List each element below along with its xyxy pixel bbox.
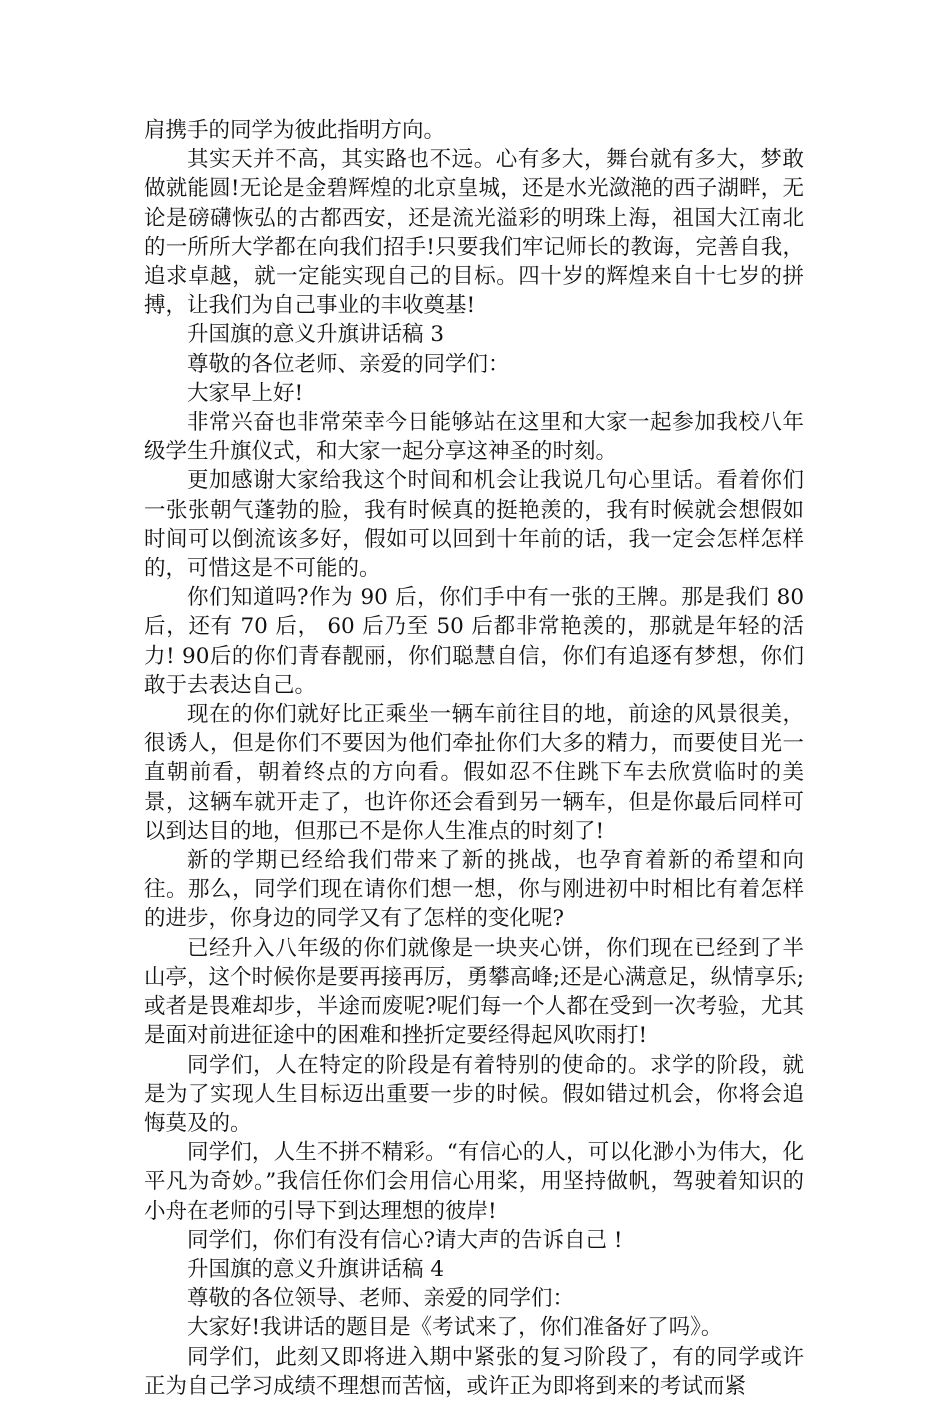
paragraph: 已经升入八年级的你们就像是一块夹心饼，你们现在已经到了半山亭，这个时候你是要再接再厉，勇攀高峰;还是心满意足，纵情享乐;或者是畏难却步，半途而废呢?呢们每一个人都在受到一次考验，尤其是面对前进征途中的困难和挫折定要经得起风吹雨打! [144, 935, 804, 1049]
greeting: 大家早上好! [187, 380, 304, 406]
paragraph: 同学们，此刻又即将进入期中紧张的复习阶段了，有的同学或许正为自己学习成绩不理想而苦恼，或许正为即将到来的考试而紧 [144, 1344, 804, 1399]
paragraph: 新的学期已经给我们带来了新的挑战，也孕育着新的希望和向往。那么，同学们现在请你们想一想，你与刚进初中时相比有着怎样的进步，你身边的同学又有了怎样的变化呢? [144, 848, 804, 932]
paragraph: 其实天并不高，其实路也不远。心有多大，舞台就有多大，梦敢做就能圆!无论是金碧辉煌的北京皇城，还是水光潋滟的西子湖畔，无论是磅礴恢弘的古都西安，还是流光溢彩的明珠上海，祖国大江南北的一所所大学都在向我们招手!只要我们牢记师长的教诲，完善自我，追求卓越，就一定能实现自己的目标。四十岁的辉煌来自十七岁的拼搏，让我们为自己事业的丰收奠基! [144, 147, 804, 319]
paragraph: 同学们，人在特定的阶段是有着特别的使命的。求学的阶段，就是为了实现人生目标迈出重要一步的时候。假如错过机会，你将会追悔莫及的。 [144, 1052, 804, 1136]
salutation: 尊敬的各位老师、亲爱的同学们： [187, 351, 510, 377]
document-body [144, 116, 804, 1401]
section-heading: 升国旗的意义升旗讲话稿 4 [187, 1256, 445, 1282]
paragraph: 同学们，人生不拼不精彩。“有信心的人，可以化渺小为伟大，化平凡为奇妙。”我信任你们会用信心用桨，用坚持做帆，驾驶着知识的小舟在老师的引导下到达理想的彼岸! [144, 1140, 804, 1224]
paragraph-continuation: 肩携手的同学为彼此指明方向。 [144, 118, 446, 143]
paragraph: 你们知道吗?作为 90 后，你们手中有一张的王牌。那是我们 80 后，还有 70 后， 60 后乃至 50 后都非常艳羡的，那就是年轻的活力! 90后的你们青春靓丽，你们聪慧自信，你们有追逐有梦想，你们敢于去表达自己。 [144, 585, 804, 698]
greeting: 大家好!我讲话的题目是《考试来了，你们准备好了吗》。 [187, 1315, 723, 1341]
salutation: 尊敬的各位领导、老师、亲爱的同学们： [187, 1286, 575, 1312]
paragraph: 非常兴奋也非常荣幸今日能够站在这里和大家一起参加我校八年级学生升旗仪式，和大家一起分享这神圣的时刻。 [144, 410, 804, 465]
section-heading: 升国旗的意义升旗讲话稿 3 [187, 322, 445, 348]
paragraph: 现在的你们就好比正乘坐一辆车前往目的地，前途的风景很美，很诱人，但是你们不要因为他们牵扯你们大多的精力，而要使目光一直朝前看，朝着终点的方向看。假如忍不住跳下车去欣赏临时的美景，这辆车就开走了，也许你还会看到另一辆车，但是你最后同样可以到达目的地，但那已不是你人生准点的时刻了! [144, 702, 804, 844]
paragraph: 更加感谢大家给我这个时间和机会让我说几句心里话。看着你们一张张朝气蓬勃的脸，我有时候真的挺艳羡的，我有时候就会想假如时间可以倒流该多好，假如可以回到十年前的话，我一定会怎样怎样的，可惜这是不可能的。 [144, 468, 804, 582]
paragraph: 同学们，你们有没有信心?请大声的告诉自己 ! [187, 1227, 623, 1253]
